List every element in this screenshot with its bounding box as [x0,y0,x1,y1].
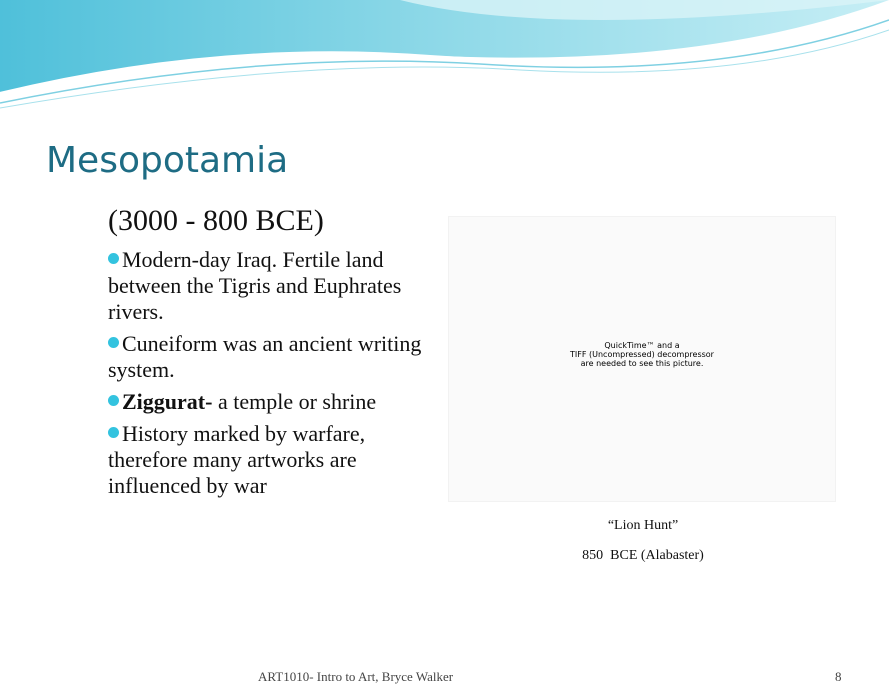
bullet-item [108,421,443,499]
quicktime-message [449,341,835,368]
image-placeholder [448,216,836,502]
quicktime-line: are needed to see this picture. [580,359,704,368]
quicktime-line: QuickTime™ and a [604,341,680,350]
bullet-dot-icon [108,253,119,264]
bullet-bold-term: Ziggurat- [122,389,213,414]
image-caption-title: “Lion Hunt” [607,518,679,533]
image-caption-date: 850 BCE (Alabaster) [582,548,704,563]
bullet-item [108,331,443,383]
bullet-item [108,247,443,325]
date-range-subtitle: (3000 - 800 BCE) [108,204,324,237]
bullet-dot-icon [108,427,119,438]
bullet-text: Modern-day Iraq. Fertile land between the Tigris and Euphrates rivers. [108,247,402,324]
bullet-text: Cuneiform was an ancient writing system. [108,331,422,382]
bullet-text: a temple or shrine [212,389,377,414]
bullet-dot-icon [108,337,119,348]
bullet-dot-icon [108,395,119,406]
bullet-item [108,389,443,415]
header-wave-decoration [0,0,889,110]
bullet-list [108,247,443,505]
footer-text: ART1010- Intro to Art, Bryce Walker [258,669,454,684]
quicktime-line: TIFF (Uncompressed) decompressor [570,350,714,359]
page-number: 8 [835,669,842,684]
bullet-text: History marked by warfare, therefore many artworks are influenced by war [108,421,366,498]
slide-title: Mesopotamia [46,140,289,181]
